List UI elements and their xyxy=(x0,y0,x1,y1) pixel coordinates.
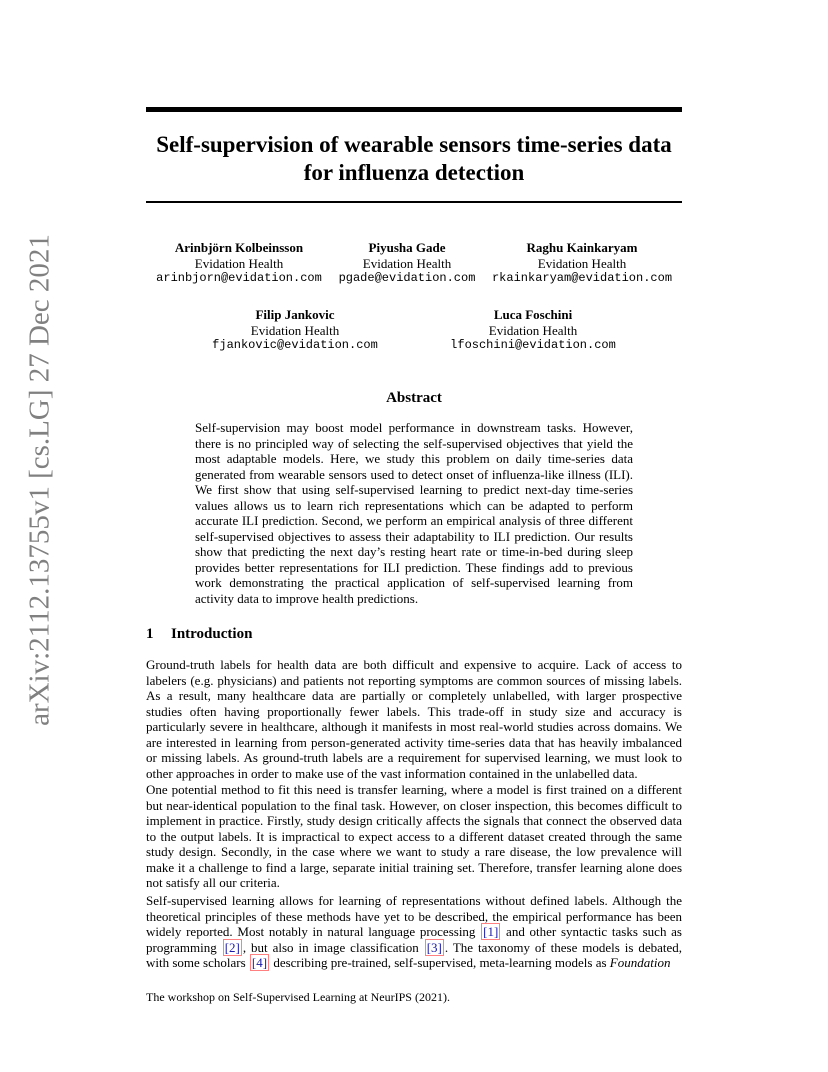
section-number: 1 xyxy=(146,626,154,642)
author-affiliation: Evidation Health xyxy=(194,255,284,271)
author-name: Filip Jankovic xyxy=(255,307,335,322)
author-affiliation: Evidation Health xyxy=(488,322,578,338)
intro-paragraph-2: One potential method to fit this need is transfer learning, where a model is first trained on a different but near-identical population to the final task. However, on closer inspection, this becomes difficult to implement in practice. Firstly, study design critically affects the signals that connect the observed data to the output labels. It is impractical to expect access to a different dataset created through the same study design. Secondly, in the case where we want to study a rare disease, the low prevalence will make it a challenge to find a large, separate initial training set. Therefore, transfer learning alone does not satisfy all our criteria. xyxy=(146,782,682,890)
author-block xyxy=(146,240,332,287)
author-name: Luca Foschini xyxy=(493,307,573,322)
author-block xyxy=(438,307,628,354)
author-name: Raghu Kainkaryam xyxy=(526,240,638,255)
author-name: Arinbjörn Kolbeinsson xyxy=(174,240,304,255)
title-bottom-rule xyxy=(146,201,682,203)
title-top-rule xyxy=(146,107,682,112)
title-line-2: for influenza detection xyxy=(303,160,525,185)
emphasized-term: Foundation xyxy=(609,955,671,970)
arxiv-stamp-text: arXiv:2112.13755v1 [cs.LG] 27 Dec 2021 xyxy=(23,234,56,726)
workshop-footnote: The workshop on Self-Supervised Learning at NeurIPS (2021). xyxy=(146,990,450,1004)
author-email[interactable]: arinbjorn@evidation.com xyxy=(156,271,322,285)
citation-link[interactable]: [3] xyxy=(426,939,442,955)
paragraph-text: and other syntactic tasks such as programming xyxy=(146,924,682,955)
paragraph-text: Self-supervised learning allows for learning of representations without defined labels. Although the theoretical principles of these methods have yet to be described, the empirical performance has been widely reported. Most notably in natural language processing xyxy=(146,893,682,939)
author-affiliation: Evidation Health xyxy=(537,255,627,271)
author-block xyxy=(200,307,390,354)
abstract-heading: Abstract xyxy=(386,390,442,406)
intro-paragraph-1: Ground-truth labels for health data are both difficult and expensive to acquire. Lack of access to labelers (e.g. physicians) and patients not reporting symptoms are common sources of missing labels. As a result, many healthcare data are partially or completely unlabelled, with larger prospective studies often having proportionally fewer labels. This trade-off in study size and accuracy is particularly severe in healthcare, although it manifests in most real-world studies across domains. We are interested in learning from person-generated activity time-series data that has heavily imbalanced or missing labels. As ground-truth labels are a requirement for supervised learning, we must look to other approaches in order to make use of the vast information contained in the unlabelled data. xyxy=(146,657,682,781)
author-name: Piyusha Gade xyxy=(368,240,446,255)
citation-link[interactable]: [1] xyxy=(483,924,499,939)
section-heading-introduction xyxy=(146,625,252,643)
paragraph-text: . The taxonomy of these models is debated, with some scholars xyxy=(146,939,683,970)
abstract-text: Self-supervision may boost model performance in downstream tasks. However, there is no principled way of selecting the self-supervised objectives that yield the most adaptable models. Here, we study this problem on daily time-series data generated from wearable sensors used to detect onset of influenza-like illness (ILI). We first show that using self-supervised learning to predict next-day time-series values allows us to learn rich representations which can be adapted to perform accurate ILI prediction. Second, we perform an empirical analysis of three different self-supervised objectives to assess their adaptability to ILI prediction. Our results show that predicting the next day’s resting heart rate or time-in-bed during sleep provides better representations for ILI prediction. These findings add to previous work demonstrating the practical application of self-supervised learning from activity data to improve health predictions. xyxy=(195,420,633,606)
intro-paragraph-3 xyxy=(146,893,682,971)
author-email[interactable]: fjankovic@evidation.com xyxy=(212,338,378,352)
author-affiliation: Evidation Health xyxy=(362,255,452,271)
paragraph-text: describing pre-trained, self-supervised, meta-learning models as xyxy=(270,955,610,970)
paper-title xyxy=(146,131,682,187)
title-line-1: Self-supervision of wearable sensors time-series data xyxy=(156,132,672,157)
author-block xyxy=(482,240,682,287)
author-affiliation: Evidation Health xyxy=(250,322,340,338)
citation-link[interactable]: [4] xyxy=(251,955,268,970)
section-title: Introduction xyxy=(171,626,253,642)
author-email[interactable]: lfoschini@evidation.com xyxy=(450,338,616,352)
citation-link[interactable]: [2] xyxy=(224,939,240,955)
author-email[interactable]: rkainkaryam@evidation.com xyxy=(491,271,673,285)
author-block xyxy=(332,240,482,287)
paragraph-text: , but also in image classification xyxy=(242,939,424,955)
author-email[interactable]: pgade@evidation.com xyxy=(338,271,476,285)
